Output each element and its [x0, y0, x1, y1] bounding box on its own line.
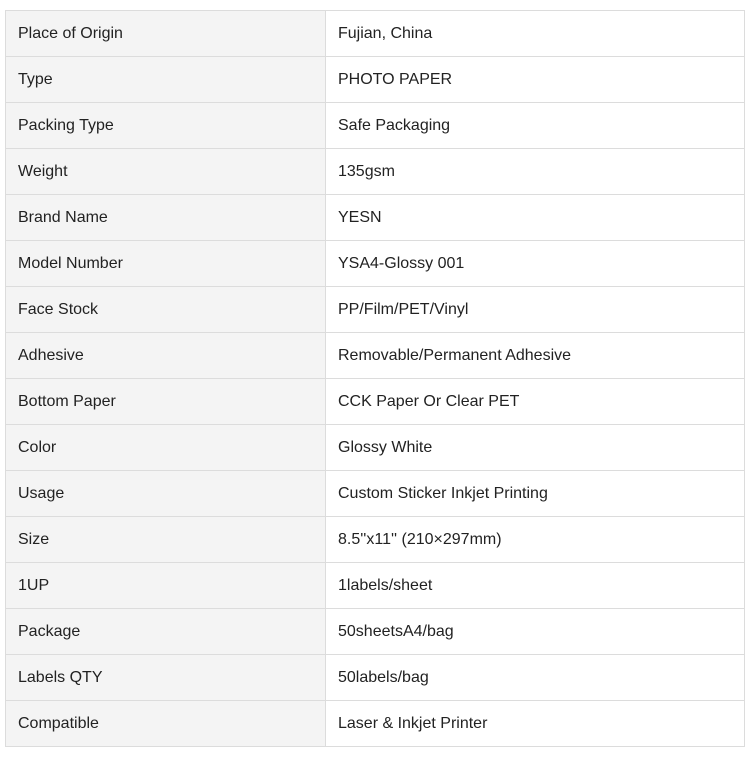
table-row — [6, 471, 745, 517]
spec-value: CCK Paper Or Clear PET — [326, 379, 745, 425]
spec-value: Laser & Inkjet Printer — [326, 701, 745, 747]
spec-value: Fujian, China — [326, 11, 745, 57]
spec-label: Model Number — [6, 241, 326, 287]
table-row — [6, 425, 745, 471]
spec-value: YESN — [326, 195, 745, 241]
spec-value: PP/Film/PET/Vinyl — [326, 287, 745, 333]
table-row — [6, 241, 745, 287]
spec-label: Size — [6, 517, 326, 563]
spec-label: Weight — [6, 149, 326, 195]
spec-label: 1UP — [6, 563, 326, 609]
spec-value: YSA4-Glossy 001 — [326, 241, 745, 287]
spec-label: Package — [6, 609, 326, 655]
spec-value: 135gsm — [326, 149, 745, 195]
table-row — [6, 563, 745, 609]
spec-label: Bottom Paper — [6, 379, 326, 425]
product-spec-table — [5, 10, 745, 747]
spec-value: Safe Packaging — [326, 103, 745, 149]
table-row — [6, 609, 745, 655]
spec-value: Glossy White — [326, 425, 745, 471]
spec-label: Type — [6, 57, 326, 103]
spec-label: Color — [6, 425, 326, 471]
spec-label: Packing Type — [6, 103, 326, 149]
table-row — [6, 701, 745, 747]
spec-label: Brand Name — [6, 195, 326, 241]
table-row — [6, 655, 745, 701]
spec-value: Removable/Permanent Adhesive — [326, 333, 745, 379]
table-row — [6, 287, 745, 333]
spec-label: Face Stock — [6, 287, 326, 333]
spec-value: 50labels/bag — [326, 655, 745, 701]
spec-label: Compatible — [6, 701, 326, 747]
spec-label: Adhesive — [6, 333, 326, 379]
table-row — [6, 57, 745, 103]
table-row — [6, 195, 745, 241]
spec-label: Labels QTY — [6, 655, 326, 701]
spec-label: Place of Origin — [6, 11, 326, 57]
table-row — [6, 103, 745, 149]
spec-value: 50sheetsA4/bag — [326, 609, 745, 655]
table-row — [6, 149, 745, 195]
table-row — [6, 379, 745, 425]
table-row — [6, 517, 745, 563]
spec-label: Usage — [6, 471, 326, 517]
table-row — [6, 333, 745, 379]
table-row — [6, 11, 745, 57]
spec-value: 1labels/sheet — [326, 563, 745, 609]
spec-value: PHOTO PAPER — [326, 57, 745, 103]
spec-value: 8.5''x11'' (210×297mm) — [326, 517, 745, 563]
spec-value: Custom Sticker Inkjet Printing — [326, 471, 745, 517]
